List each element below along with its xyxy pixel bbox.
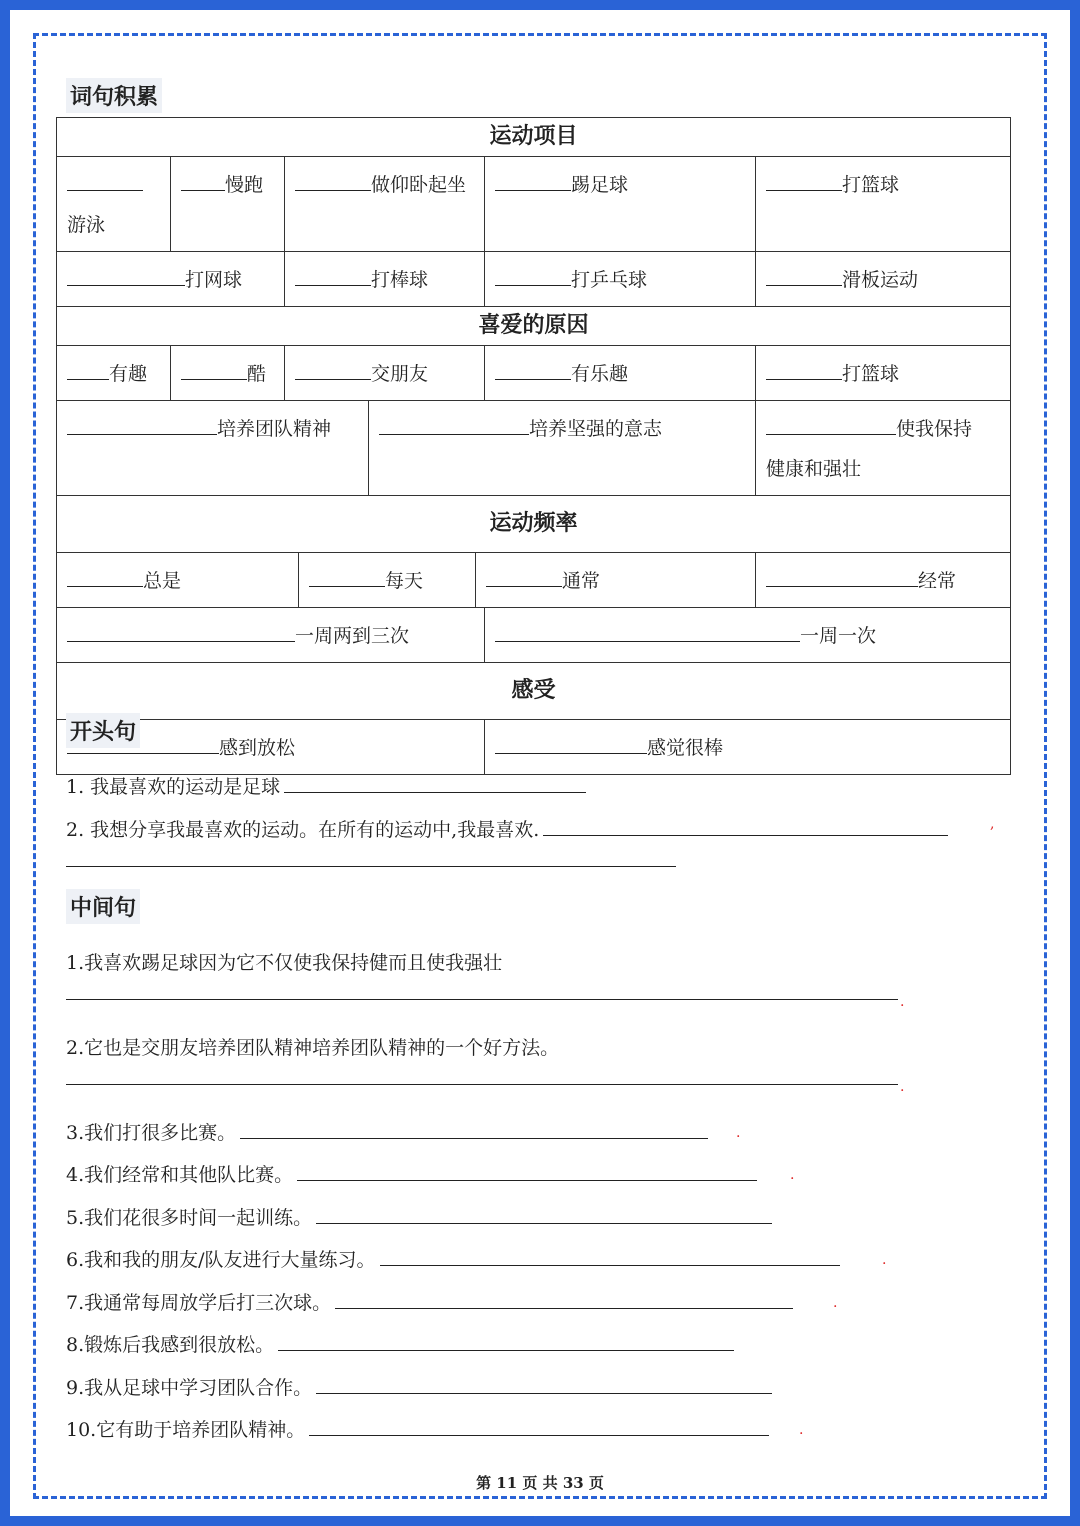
- middle-sentence-2: 2.它也是交朋友培养团队精神培养团队精神的一个好方法。: [66, 1037, 560, 1059]
- cell-friends: 交朋友: [285, 346, 485, 401]
- cell-jog: 慢跑: [171, 157, 285, 252]
- vocab-table: [56, 117, 1011, 775]
- cell-tennis: 打网球: [57, 252, 285, 307]
- cell-basketball-2: 打篮球: [756, 346, 1011, 401]
- cell-once-week: 一周一次: [485, 608, 1011, 663]
- cell-everyday: 每天: [299, 553, 476, 608]
- cell-healthy: 使我保持 健康和强壮: [756, 401, 1011, 496]
- red-mark: .: [833, 1295, 838, 1311]
- table-header-frequency: 运动频率: [57, 496, 1011, 553]
- answer-line: [66, 1084, 898, 1085]
- cell-always: 总是: [57, 553, 299, 608]
- cell-twice-week: 一周两到三次: [57, 608, 485, 663]
- red-mark: .: [900, 1079, 905, 1095]
- page-footer: 第 11 页 共 33 页: [476, 1474, 604, 1492]
- opening-sentence-1: 1. 我最喜欢的运动是足球: [66, 772, 586, 799]
- middle-sentence-9: 9.我从足球中学习团队合作。: [66, 1373, 772, 1400]
- cell-baseball: 打棒球: [285, 252, 485, 307]
- red-mark: .: [882, 1252, 887, 1268]
- middle-section-title: 中间句: [66, 889, 140, 924]
- answer-line: [66, 866, 676, 867]
- cell-usually: 通常: [476, 553, 756, 608]
- middle-sentence-1: 1.我喜欢踢足球因为它不仅使我保持健而且使我强壮: [66, 952, 503, 974]
- cell-relaxed: 感到放松: [57, 720, 485, 775]
- middle-sentence-8: 8.锻炼后我感到很放松。: [66, 1330, 734, 1357]
- cell-enjoy: 有乐趣: [485, 346, 756, 401]
- cell-willpower: 培养坚强的意志: [369, 401, 756, 496]
- opening-section-title: 开头句: [66, 713, 140, 748]
- cell-football: 踢足球: [485, 157, 756, 252]
- cell-basketball: 打篮球: [756, 157, 1011, 252]
- dashed-frame: [33, 33, 1047, 1499]
- cell-skateboard: 滑板运动: [756, 252, 1011, 307]
- cell-cool: 酷: [171, 346, 285, 401]
- cell-teamspirit: 培养团队精神: [57, 401, 369, 496]
- cell-situp: 做仰卧起坐: [285, 157, 485, 252]
- middle-sentence-3: 3.我们打很多比赛。: [66, 1118, 708, 1145]
- middle-sentence-4: 4.我们经常和其他队比赛。: [66, 1160, 757, 1187]
- red-mark: .: [900, 994, 905, 1010]
- opening-sentence-2: 2. 我想分享我最喜欢的运动。在所有的运动中,我最喜欢.: [66, 815, 948, 842]
- red-mark: .: [790, 1167, 795, 1183]
- cell-fun: 有趣: [57, 346, 171, 401]
- cell-often: 经常: [756, 553, 1011, 608]
- cell-swim: 游泳: [57, 157, 171, 252]
- cell-great: 感觉很棒: [485, 720, 1011, 775]
- vocab-section-title: 词句积累: [66, 78, 162, 113]
- middle-sentence-7: 7.我通常每周放学后打三次球。: [66, 1288, 793, 1315]
- table-header-reasons: 喜爱的原因: [57, 307, 1011, 346]
- middle-sentence-10: 10.它有助于培养团队精神。: [66, 1415, 769, 1442]
- red-mark: .: [799, 1422, 804, 1438]
- middle-sentence-5: 5.我们花很多时间一起训练。: [66, 1203, 772, 1230]
- table-header-sports: 运动项目: [57, 118, 1011, 157]
- cell-pingpong: 打乒乓球: [485, 252, 756, 307]
- answer-line: [66, 999, 898, 1000]
- middle-sentence-6: 6.我和我的朋友/队友进行大量练习。: [66, 1245, 840, 1272]
- table-header-feelings: 感受: [57, 663, 1011, 720]
- red-mark: .: [736, 1125, 741, 1141]
- red-mark: ,: [990, 816, 995, 832]
